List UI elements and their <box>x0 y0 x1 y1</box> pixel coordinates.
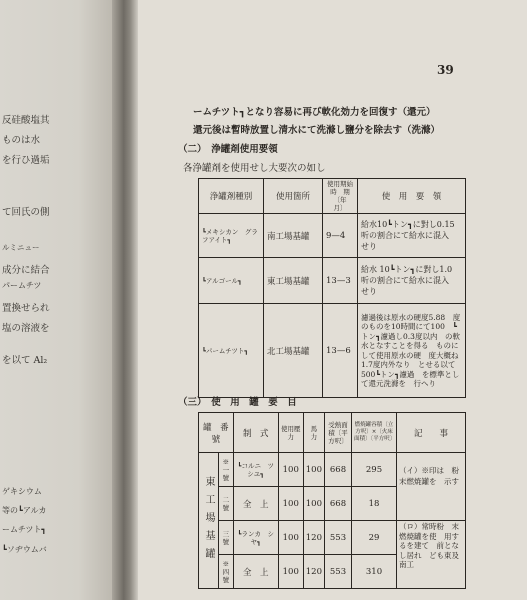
pressure-cell: 100 <box>278 453 303 487</box>
pressure-cell: 100 <box>278 555 303 589</box>
left-text-line: ゲキシウム <box>2 487 42 496</box>
agent-cell: ┗アルゴール┓ <box>199 258 264 304</box>
tank-type: 全 上 <box>233 487 278 521</box>
header-cell: 受熱面積〔平方呎〕 <box>325 413 352 453</box>
left-text-line: を以て Al₂ <box>2 355 48 366</box>
ratio-cell: 18 <box>352 487 397 521</box>
area-cell: 553 <box>325 521 352 555</box>
method-cell: 濾過後は原水の硬度5.88 度のものを10時間にて100 ┗トン┓濾過し0.3度以内 の軟水となすことを得る ものにして使用原水の硬 度大概ね1.7度内外なり とせる以て 500┗トン┓濾過 を標準として還元洗滌を 行へり <box>358 304 466 398</box>
table-row <box>199 453 466 487</box>
left-text-line: ームチツト┓ <box>2 525 47 534</box>
left-text-line: ┗ソヂウムバ <box>2 545 47 554</box>
period-cell: 13—6 <box>323 304 358 398</box>
left-text-line: 成分に結合 <box>2 265 50 276</box>
hp-cell: 100 <box>303 453 324 487</box>
book-gutter <box>112 0 138 600</box>
ratio-cell: 29 <box>352 521 397 555</box>
left-text-line: 反硅酸塩其 <box>2 115 50 126</box>
intro-line: ームチツト┓となり容易に再び軟化効力を回復す（還元） <box>193 107 436 118</box>
left-text-line: 置換せられ <box>2 303 50 314</box>
section-title: （二） 浄罐剤使用要領 <box>178 144 278 155</box>
pressure-cell: 100 <box>278 521 303 555</box>
tank-type: 全 上 <box>233 555 278 589</box>
table-row <box>199 304 466 398</box>
hp-cell: 100 <box>303 487 324 521</box>
left-text-line: て回氏の側 <box>2 207 50 218</box>
ratio-cell: 310 <box>352 555 397 589</box>
agent-cell: ┗パームチツト┓ <box>199 304 264 398</box>
place-cell: 南工場基罐 <box>264 214 323 258</box>
tank-number: ※四號 <box>219 555 234 589</box>
table-row <box>199 258 466 304</box>
left-page <box>0 0 112 600</box>
method-cell: 給水 10┗トン┓に對し1.0 听の割合にて給水に混入 せり <box>358 258 466 304</box>
header-cell: 使 用 要 領 <box>358 179 466 214</box>
header-cell: 使用箇所 <box>264 179 323 214</box>
table-row <box>199 214 466 258</box>
place-cell: 東工場基罐 <box>264 258 323 304</box>
agent-cell: ┗メキシカン グラフアイト┓ <box>199 214 264 258</box>
header-cell: 制 式 <box>233 413 278 453</box>
header-cell: 罐 番號 <box>199 413 234 453</box>
left-text-line: ものは水 <box>2 135 41 146</box>
section-intro: 各浄罐剤を使用せし大要次の如し <box>183 163 326 174</box>
tank-number: 二號 <box>219 487 234 521</box>
table-row <box>199 521 466 555</box>
hp-cell: 120 <box>303 555 324 589</box>
tank-number: ※一號 <box>219 453 234 487</box>
page-number: 39 <box>437 63 454 77</box>
section-title: （三） 使 用 罐 要 目 <box>178 397 297 408</box>
pressure-cell: 100 <box>278 487 303 521</box>
area-cell: 668 <box>325 487 352 521</box>
table-header-row <box>199 413 466 453</box>
header-cell: 記 事 <box>397 413 466 453</box>
header-cell: 使用壓力 <box>278 413 303 453</box>
area-cell: 553 <box>325 555 352 589</box>
header-cell: 馬 力 <box>303 413 324 453</box>
table-header-row <box>199 179 466 214</box>
intro-line: 還元後は暫時放置し清水にて洗滌し鹽分を除去す（洗滌） <box>193 125 441 136</box>
header-cell: 燃焼罐容積〔立方呎〕×〔火床面積〕〔平方呎〕 <box>352 413 397 453</box>
tank-table <box>198 412 466 589</box>
hp-cell: 120 <box>303 521 324 555</box>
period-cell: 9—4 <box>323 214 358 258</box>
note-cell: （ロ）常時粉 末燃焼罐を使 用するを建て 前となし居れ ども東及南工 <box>397 521 466 589</box>
left-text-line: ルミニュー <box>2 243 40 252</box>
tank-type: ┗コルニ ツシユ┓ <box>233 453 278 487</box>
area-cell: 668 <box>325 453 352 487</box>
left-text-line: を行ひ過垢 <box>2 155 50 166</box>
header-cell: 浄罐剤種別 <box>199 179 264 214</box>
place-cell: 北工場基罐 <box>264 304 323 398</box>
usage-table <box>198 178 466 398</box>
group-label: 東工場基罐 <box>199 453 219 589</box>
tank-number: 三號 <box>219 521 234 555</box>
method-cell: 給水10┗トン┓に對し0.15 听の割合にて給水に混入 せり <box>358 214 466 258</box>
note-cell: （イ）※印は 粉末燃焼罐を 示す <box>397 453 466 521</box>
period-cell: 13—3 <box>323 258 358 304</box>
left-text-line: 塩の溶液を <box>2 323 50 334</box>
left-text-line: パームチツ <box>2 281 42 290</box>
header-cell: 使用期始時 期〔年 月〕 <box>323 179 358 214</box>
ratio-cell: 295 <box>352 453 397 487</box>
left-text-line: 等の┗アルカ <box>2 506 47 515</box>
tank-type: ┗ランカ シヤ┓ <box>233 521 278 555</box>
